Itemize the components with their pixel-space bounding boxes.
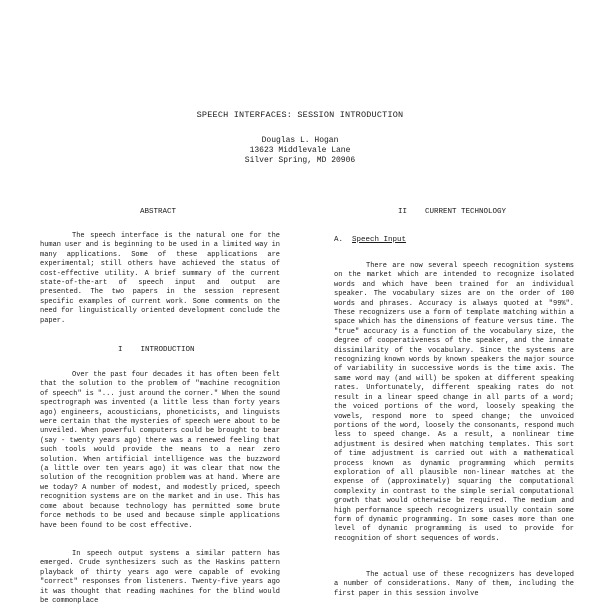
abstract-text: The speech interface is the natural one for the human user and is beginning to be used in a limited way in many applications. Some of these applications are experimental; still others have achieved the status of cost-effective utility. A brief summary of the current state-of-the-art of speech input and output are presented. The two papers in the session represent specific examples of current work. Some comments on the need for linguistically oriented development conclude the paper. — [40, 232, 280, 325]
introduction-heading: I INTRODUCTION — [118, 346, 195, 354]
speech-input-paragraph-1 — [334, 262, 574, 544]
speech-input-text-1: There are now several speech recognition systems on the market which are intended to recognize isolated words and which have been trained for an individual speaker. The vocabulary sizes are on the order of 100 words and phrases. Accuracy is always quoted at "99%". These recognizers use a form of template matching within a space which has the dimensions of feature versus time. The "true" accuracy is a function of the vocabulary size, the degree of cooperativeness of the speaker, and the innate dissimilarity of the vocabulary. Since the systems are recognizing known words by known speakers the major source of variability in successive words is the time axis. The same word may (and will) be spoken at different speaking rates. Unfortunately, different speaking rates do not result in a linear speed change in all parts of a word; the voiced portions of the word, loosely speaking the vowels, respond more to speed change; the unvoiced portions of the word, loosely the consonants, respond much less to speed change. As a result, a nonlinear time adjustment is desired when matching templates. This sort of time adjustment is carried out with a mathematical process known as dynamic programming which permits exploration of all plausible non-linear matches at the expense of (approximately) squaring the computational complexity in contrast to the simple serial computational growth that would otherwise be required. The medium and high performance speech recognizers usually contain some form of dynamic programming. In some cases more than one level of dynamic programming is used to provide for recognition of short sequences of words. — [334, 262, 574, 543]
abstract-paragraph — [40, 232, 280, 326]
introduction-text-2: In speech output systems a similar pattern has emerged. Crude synthesizers such as the Haskins pattern playback of thirty years ago were capable of evoking "correct" responses from listeners. Twenty-five years ago it was thought that reading machines for the blind would be commonplace — [40, 550, 280, 606]
author-block — [0, 136, 600, 166]
subsection-heading — [334, 236, 406, 244]
subsection-label: A. — [334, 236, 344, 244]
abstract-heading: ABSTRACT — [140, 208, 177, 216]
paper-title: SPEECH INTERFACES: SESSION INTRODUCTION — [196, 110, 404, 120]
author-street: 13623 Middlevale Lane — [249, 146, 351, 155]
speech-input-paragraph-2 — [334, 571, 574, 599]
speech-input-text-2: The actual use of these recognizers has developed a number of considerations. Many of them, including the first paper in this session involve — [334, 571, 574, 598]
section-heading-current-technology: II CURRENT TECHNOLOGY — [398, 208, 507, 216]
author-name: Douglas L. Hogan — [261, 136, 339, 145]
author-city: Silver Spring, MD 20906 — [244, 156, 356, 165]
introduction-text-1: Over the past four decades it has often been felt that the solution to the problem of "machine recognition of speech" is "... just around the corner." When the sound spectrograph was invented (a little less than forty years ago) engineers, acousticians, phoneticists, and linguists were certain that the mysteries of speech were about to be unveiled. When powerful computers could be brought to bear (say - twenty years ago) there was a renewed feeling that such tools would provide the means to a near zero solution. When artificial intelligence was the buzzword (a little over ten years ago) it was clear that now the solution of the recognition problem was at hand. Where are we today? A number of modest, and modestly priced, speech recognition systems are on the market and in use. This has come about because technology has permitted some brute force methods to be used and because simple applications have been found to be cost effective. — [40, 371, 280, 530]
introduction-paragraph-2 — [40, 550, 280, 606]
subsection-title: Speech Input — [352, 236, 407, 244]
introduction-paragraph-1 — [40, 371, 280, 531]
